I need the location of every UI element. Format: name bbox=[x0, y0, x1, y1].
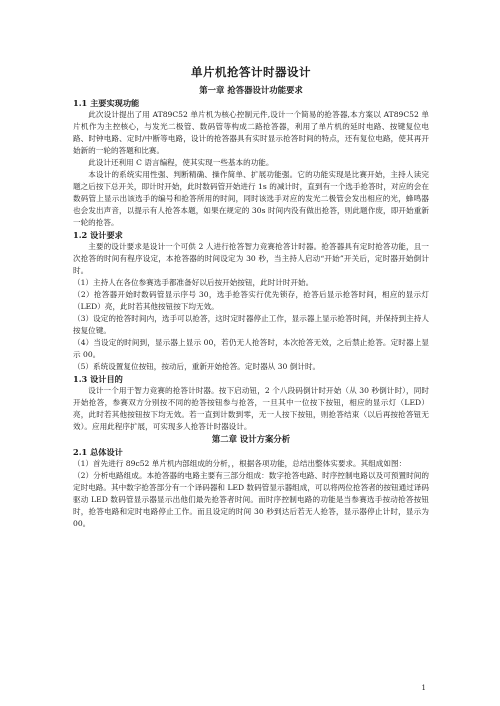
section-1-3-paragraph-1: 设计一个用于智力竞赛的抢答计时器。按下启动钮，2 个八段码倒计时开始（从 30 秒倒计时），同时开始抢答，参赛双方分别按不同的抢答按钮参与抢答，一旦其中一位按下按钮，相应的显示灯（LED）亮，此时若其他按钮按下均无效。若一直到计数到零，无一人按下按钮，则抢答结束（以后再按抢答钮无效）。应用此程序扩展，可实现多人抢答计时器设计。 bbox=[73, 386, 429, 431]
requirement-item-5: （5）系统设置复位按钮，按动后，重新开始抢答。定时器从 30 倒计时。 bbox=[73, 362, 321, 371]
requirement-item-2: （2）抢答器开始时数码管显示序号 30，选手抢答实行优先锁存，抢答后显示抢答时间，相应的显示灯（LED）亮，此时若其他按钮按下均无效。 bbox=[73, 290, 429, 311]
design-item-2: （2）分析电路组成。本抢答器的电路主要有三部分组成：数字抢答电路、时序控制电路以及可预置时间的定时电路。其中数字抢答部分有一个译码器和 LED 数码管显示器组成，可以将两位抢答者的按钮通过译码驱动 LED 数码管显示器显示出他们最先抢答者时间。而时序控制电路的功能是当参赛选手按动抢答按钮时，抢答电路和定时电路停止工作。而且设定的时间 30 秒到达后若无人抢答，显示器停止计时，显示为 00。 bbox=[73, 471, 429, 528]
requirement-item-1: （1）主持人在各位参赛选手都准备好以后按开始按钮，此时计时开始。 bbox=[73, 278, 314, 287]
chapter-1-heading: 第一章 抢答器设计功能要求 bbox=[199, 85, 303, 95]
section-1-2-intro: 主要的设计要求是设计一个可供 2 人进行抢答智力竞赛抢答计时器。抢答器具有定时抢答功能，且一次抢答的时间有程序设定，本抢答器的时间设定为 30 秒，当主持人启动“开始”开关后，定时器开始倒计时。 bbox=[73, 242, 429, 275]
section-1-1-paragraph-2: 此设计还利用 C 语言编程，使其实现一些基本的功能。 bbox=[88, 158, 274, 167]
section-2-1-heading: 2.1 总体设计 bbox=[73, 447, 123, 457]
requirement-item-4: （4）当设定的时间到，显示器上显示 00，若仍无人抢答时，本次抢答无效，之后禁止抢答。定时器上显示 00。 bbox=[73, 338, 429, 359]
section-1-1-heading: 1.1 主要实现功能 bbox=[73, 98, 140, 108]
chapter-2-heading: 第二章 设计方案分析 bbox=[211, 434, 291, 444]
document-title: 单片机抢答计时器设计 bbox=[191, 65, 311, 79]
design-item-1: （1）首先进行 89c52 单片机内部组成的分析，，根据各项功能，总结出整体实要求。其组成如图： bbox=[73, 459, 407, 468]
page-number: 1 bbox=[421, 684, 426, 692]
section-1-1-paragraph-3: 本设计的系统实用性强、判断精确、操作简单、扩展功能强。它的功能实现是比赛开始，主持人读完题之后按下总开关，即计时开始，此时数码管开始进行 1s 的减计时，直到有一个选手抢答时，对应的会在数码管上显示出该选手的编号和抢答所用的时间，同时该选手对应的发光二极管会发出相应的光，蜂鸣器也会发出声音，以提示有人抢答本题，如果在规定的 30s 时间内没有做出抢答，则此题作废，即开始重新一轮的抢答。 bbox=[73, 170, 429, 227]
section-1-3-heading: 1.3 设计目的 bbox=[73, 374, 123, 384]
section-1-1-paragraph-1: 此次设计提出了用 AT89C52 单片机为核心控制元件,设计一个简易的抢答器,本方案以 AT89C52 单片机作为主控核心，与发光二极管、数码管等构成二路抢答器，利用了单片机的延时电路、按键复位电路、时钟电路、定时/中断等电路，设计的抢答器具有实时显示抢答时间的特点，还有复位电路，使其再开始新的一轮的答题和比赛。 bbox=[73, 110, 429, 155]
section-1-2-heading: 1.2 设计要求 bbox=[73, 230, 123, 240]
requirement-item-3: （3）设定的抢答时间内，选手可以抢答，这时定时器停止工作，显示器上显示抢答时间，并保持到主持人按复位键。 bbox=[73, 314, 429, 335]
